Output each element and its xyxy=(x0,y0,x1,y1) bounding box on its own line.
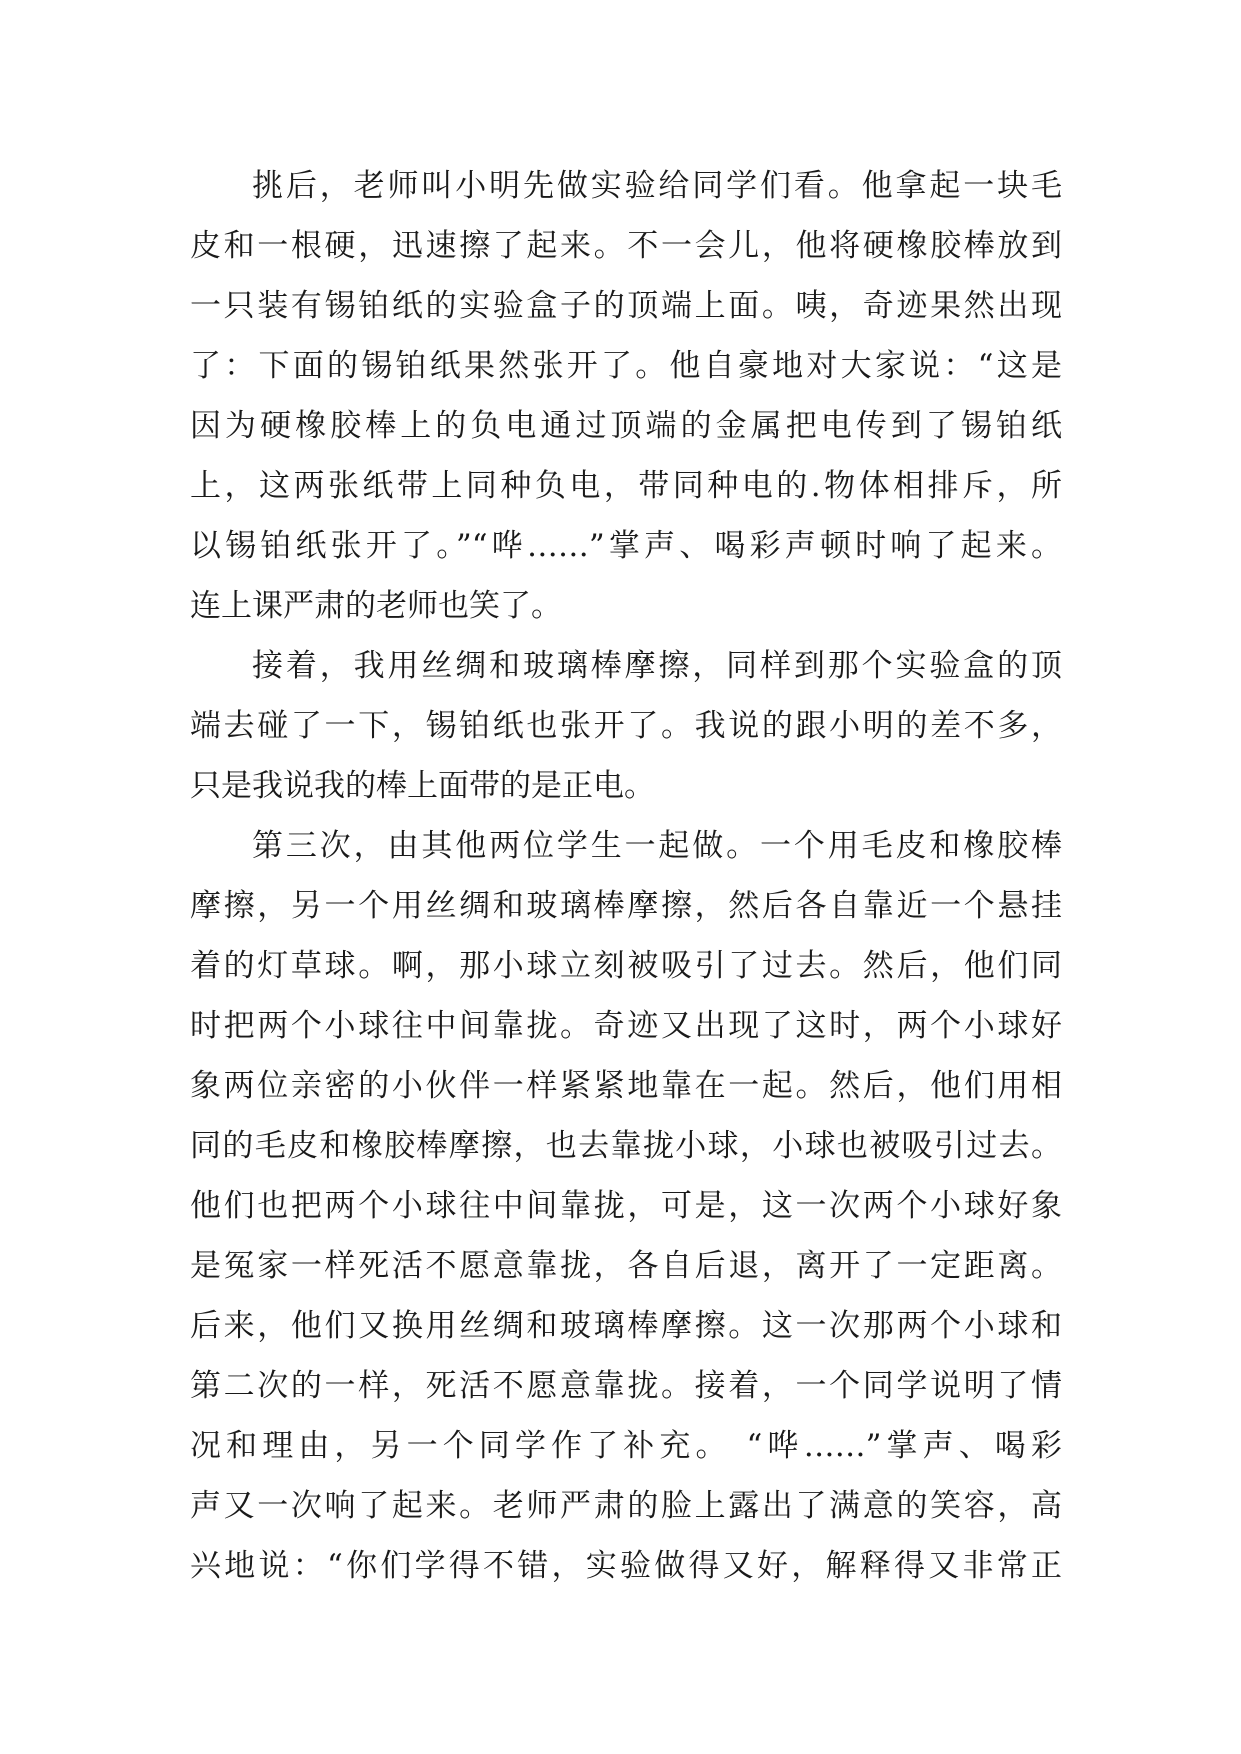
paragraph-3-line-9: 后来，他们又换用丝绸和玻璃棒摩擦。这一次那两个小球和 xyxy=(190,1308,1062,1344)
paragraph-3-line-10: 第二次的一样，死活不愿意靠拢。接着，一个同学说明了情 xyxy=(190,1368,1062,1404)
paragraph-3-line-7: 他们也把两个小球往中间靠拢，可是，这一次两个小球好象 xyxy=(190,1188,1062,1224)
paragraph-3-line-5: 象两位亲密的小伙伴一样紧紧地靠在一起。然后，他们用相 xyxy=(190,1068,1062,1104)
paragraph-1-line-6: 上，这两张纸带上同种负电，带同种电的.物体相排斥，所 xyxy=(190,468,1062,504)
document-body xyxy=(190,156,1062,1596)
paragraph-1-line-8: 连上课严肃的老师也笑了。 xyxy=(190,588,562,624)
paragraph-3-line-2: 摩擦，另一个用丝绸和玻璃棒摩擦，然后各自靠近一个悬挂 xyxy=(190,888,1062,924)
paragraph-1-line-4: 了：下面的锡铂纸果然张开了。他自豪地对大家说：“这是 xyxy=(190,348,1062,384)
paragraph-3-line-12: 声又一次响了起来。老师严肃的脸上露出了满意的笑容，高 xyxy=(190,1488,1062,1524)
paragraph-1-line-2: 皮和一根硬，迅速擦了起来。不一会儿，他将硬橡胶棒放到 xyxy=(190,228,1062,264)
paragraph-1-line-5: 因为硬橡胶棒上的负电通过顶端的金属把电传到了锡铂纸 xyxy=(190,408,1062,444)
paragraph-3-line-4: 时把两个小球往中间靠拢。奇迹又出现了这时，两个小球好 xyxy=(190,1008,1062,1044)
paragraph-2-line-3: 只是我说我的棒上面带的是正电。 xyxy=(190,768,655,804)
paragraph-1-line-7: 以锡铂纸张开了。”“哗……”掌声、喝彩声顿时响了起来。 xyxy=(190,528,1062,564)
paragraph-2-line-1: 接着，我用丝绸和玻璃棒摩擦，同样到那个实验盒的顶 xyxy=(252,648,1062,684)
paragraph-3-line-11: 况和理由，另一个同学作了补充。 “哗……”掌声、喝彩 xyxy=(190,1428,1062,1464)
paragraph-3-line-3: 着的灯草球。啊，那小球立刻被吸引了过去。然后，他们同 xyxy=(190,948,1062,984)
paragraph-3-line-13: 兴地说：“你们学得不错，实验做得又好，解释得又非常正 xyxy=(190,1548,1062,1584)
paragraph-2-line-2: 端去碰了一下，锡铂纸也张开了。我说的跟小明的差不多， xyxy=(190,708,1062,744)
paragraph-3-line-8: 是冤家一样死活不愿意靠拢，各自后退，离开了一定距离。 xyxy=(190,1248,1062,1284)
paragraph-1-line-1: 挑后，老师叫小明先做实验给同学们看。他拿起一块毛 xyxy=(252,168,1062,204)
paragraph-3-line-6: 同的毛皮和橡胶棒摩擦，也去靠拢小球，小球也被吸引过去。 xyxy=(190,1128,1062,1164)
paragraph-3-line-1: 第三次，由其他两位学生一起做。一个用毛皮和橡胶棒 xyxy=(252,828,1062,864)
paragraph-1-line-3: 一只装有锡铂纸的实验盒子的顶端上面。咦，奇迹果然出现 xyxy=(190,288,1062,324)
